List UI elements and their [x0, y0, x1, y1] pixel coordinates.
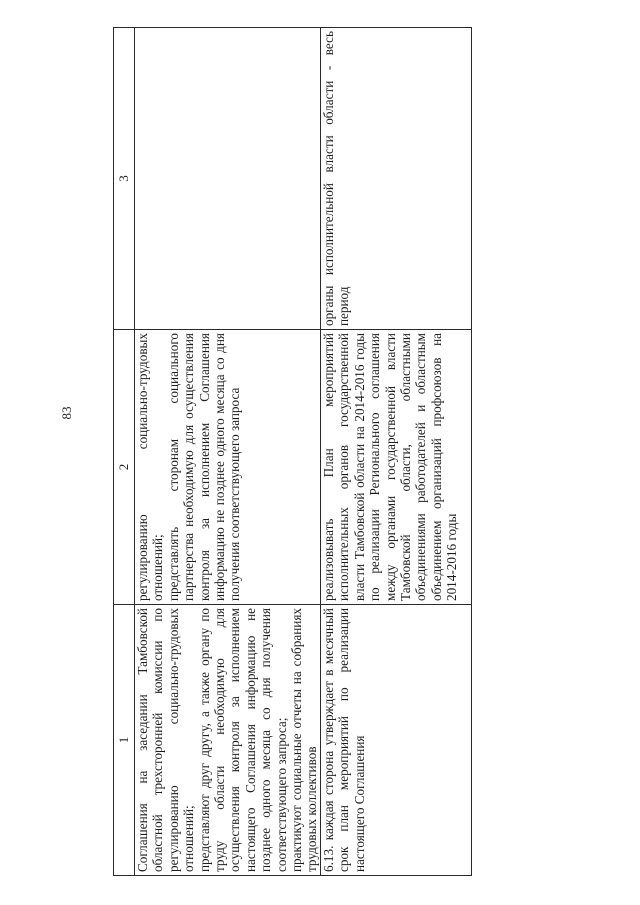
cell-paragraph: 6.13. каждая сторона утверждает в месячный срок план мероприятий по реализации настоящего Соглашения [320, 608, 367, 872]
cell-paragraph: реализовывать План мероприятий исполнительных органов государственной власти Тамбовской области на 2014-2016 годы по реализации Регионального соглашения между органами государственной власти Тамбовской области, областными объединениями работодателей и областным объединением организаций профсоюзов на 2014-2016 годы [320, 333, 460, 601]
cell-paragraph: представлять сторонам социального партнерства необходимую для осуществления контроля за исполнением Соглашения информацию не позднее одного месяца со дня получения соответствующего запроса [165, 333, 243, 601]
cell-paragraph: практикуют социальные отчеты на собраниях трудовых коллективов [289, 608, 320, 872]
cell-paragraph: регулированию социально-трудовых отношений; [135, 333, 166, 601]
table-cell-col2 [135, 330, 321, 605]
agreement-table [113, 27, 472, 876]
table-cell-col1 [320, 605, 471, 876]
table-row [135, 28, 321, 876]
table-cell-col2 [320, 330, 471, 605]
cell-paragraph: Соглашения на заседании Тамбовской областной трехсторонней комиссии по регулированию социально-трудовых отношений; [135, 608, 197, 872]
column-number-1: 1 [114, 605, 135, 876]
column-number-3: 3 [114, 28, 135, 330]
table-row [320, 28, 471, 876]
cell-paragraph: органы исполнительной власти области - весь период [320, 31, 352, 326]
table-cell-col3 [135, 28, 321, 330]
table-cell-col3 [320, 28, 471, 330]
column-number-2: 2 [114, 330, 135, 605]
rotated-table-wrapper [113, 28, 460, 876]
table-cell-col1 [135, 605, 321, 876]
table-header-row [114, 28, 135, 876]
cell-paragraph: представляют друг другу, а также органу по труду области необходимую для осуществления контроля за исполнением настоящего Соглашения информацию не позднее одного месяца со дня получения соответствующего запроса; [196, 608, 289, 872]
page-number: 83 [59, 406, 74, 420]
